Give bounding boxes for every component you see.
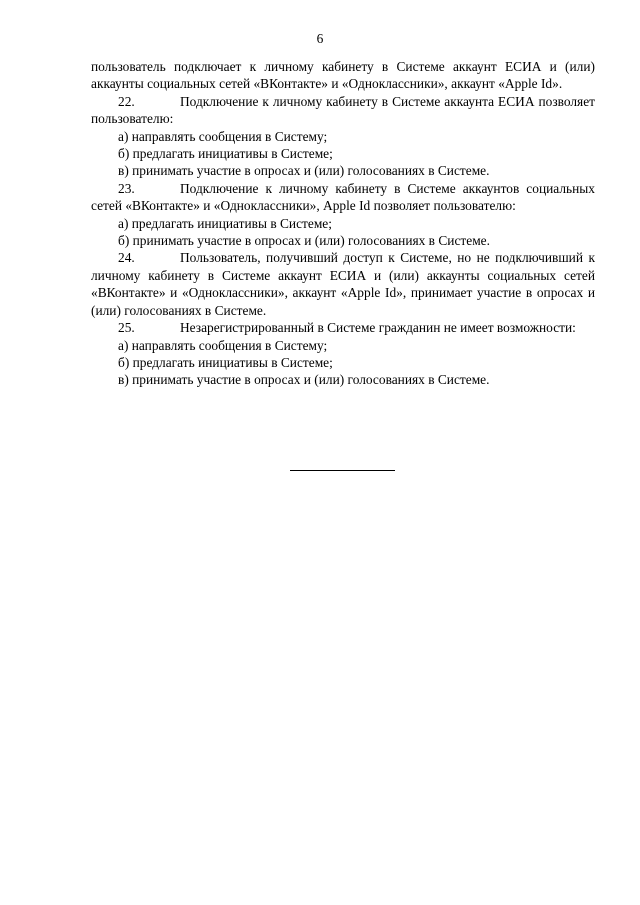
paragraph-continuation: пользователь подключает к личному кабинету в Системе аккаунт ЕСИА и (или) аккаунты социальных сетей «ВКонтакте» и «Одноклассники», аккаунт «Apple Id». bbox=[91, 59, 595, 92]
paragraph-text: Подключение к личному кабинету в Системе аккаунтов социальных сетей «ВКонтакте» и «Одноклассники», Apple Id позволяет пользователю: bbox=[91, 180, 595, 214]
paragraph-22 bbox=[91, 93, 595, 128]
list-item: б) предлагать инициативы в Системе; bbox=[118, 146, 333, 162]
list-item: б) принимать участие в опросах и (или) голосованиях в Системе. bbox=[118, 233, 490, 249]
list-item: в) принимать участие в опросах и (или) голосованиях в Системе. bbox=[118, 163, 490, 179]
paragraph-23 bbox=[91, 180, 595, 215]
end-of-document-rule bbox=[290, 470, 395, 471]
document-body bbox=[91, 58, 595, 389]
paragraph-text: Незарегистрированный в Системе гражданин не имеет возможности: bbox=[180, 320, 576, 336]
paragraph-number: 23. bbox=[118, 180, 135, 196]
paragraph-number: 24. bbox=[118, 250, 135, 266]
paragraph-24 bbox=[91, 249, 595, 319]
page-number: 6 bbox=[316, 31, 324, 46]
paragraph-number: 25. bbox=[118, 320, 135, 336]
list-item: а) направлять сообщения в Систему; bbox=[118, 128, 328, 144]
list-item: в) принимать участие в опросах и (или) голосованиях в Системе. bbox=[118, 372, 490, 388]
paragraph-text: Подключение к личному кабинету в Системе аккаунта ЕСИА позволяет пользователю: bbox=[91, 93, 595, 127]
paragraph-number: 22. bbox=[118, 93, 135, 109]
paragraph-text: Пользователь, получивший доступ к Системе, но не подключивший к личному кабинету в Системе аккаунт ЕСИА и (или) аккаунты социальных сетей «ВКонтакте» и «Одноклассники», аккаунт «Apple Id», принимает участие в опросах и (или) голосованиях в Системе. bbox=[91, 250, 595, 318]
paragraph-25 bbox=[91, 319, 595, 336]
list-item: а) предлагать инициативы в Системе; bbox=[118, 215, 332, 231]
list-item: а) направлять сообщения в Систему; bbox=[118, 337, 328, 353]
list-item: б) предлагать инициативы в Системе; bbox=[118, 354, 333, 370]
